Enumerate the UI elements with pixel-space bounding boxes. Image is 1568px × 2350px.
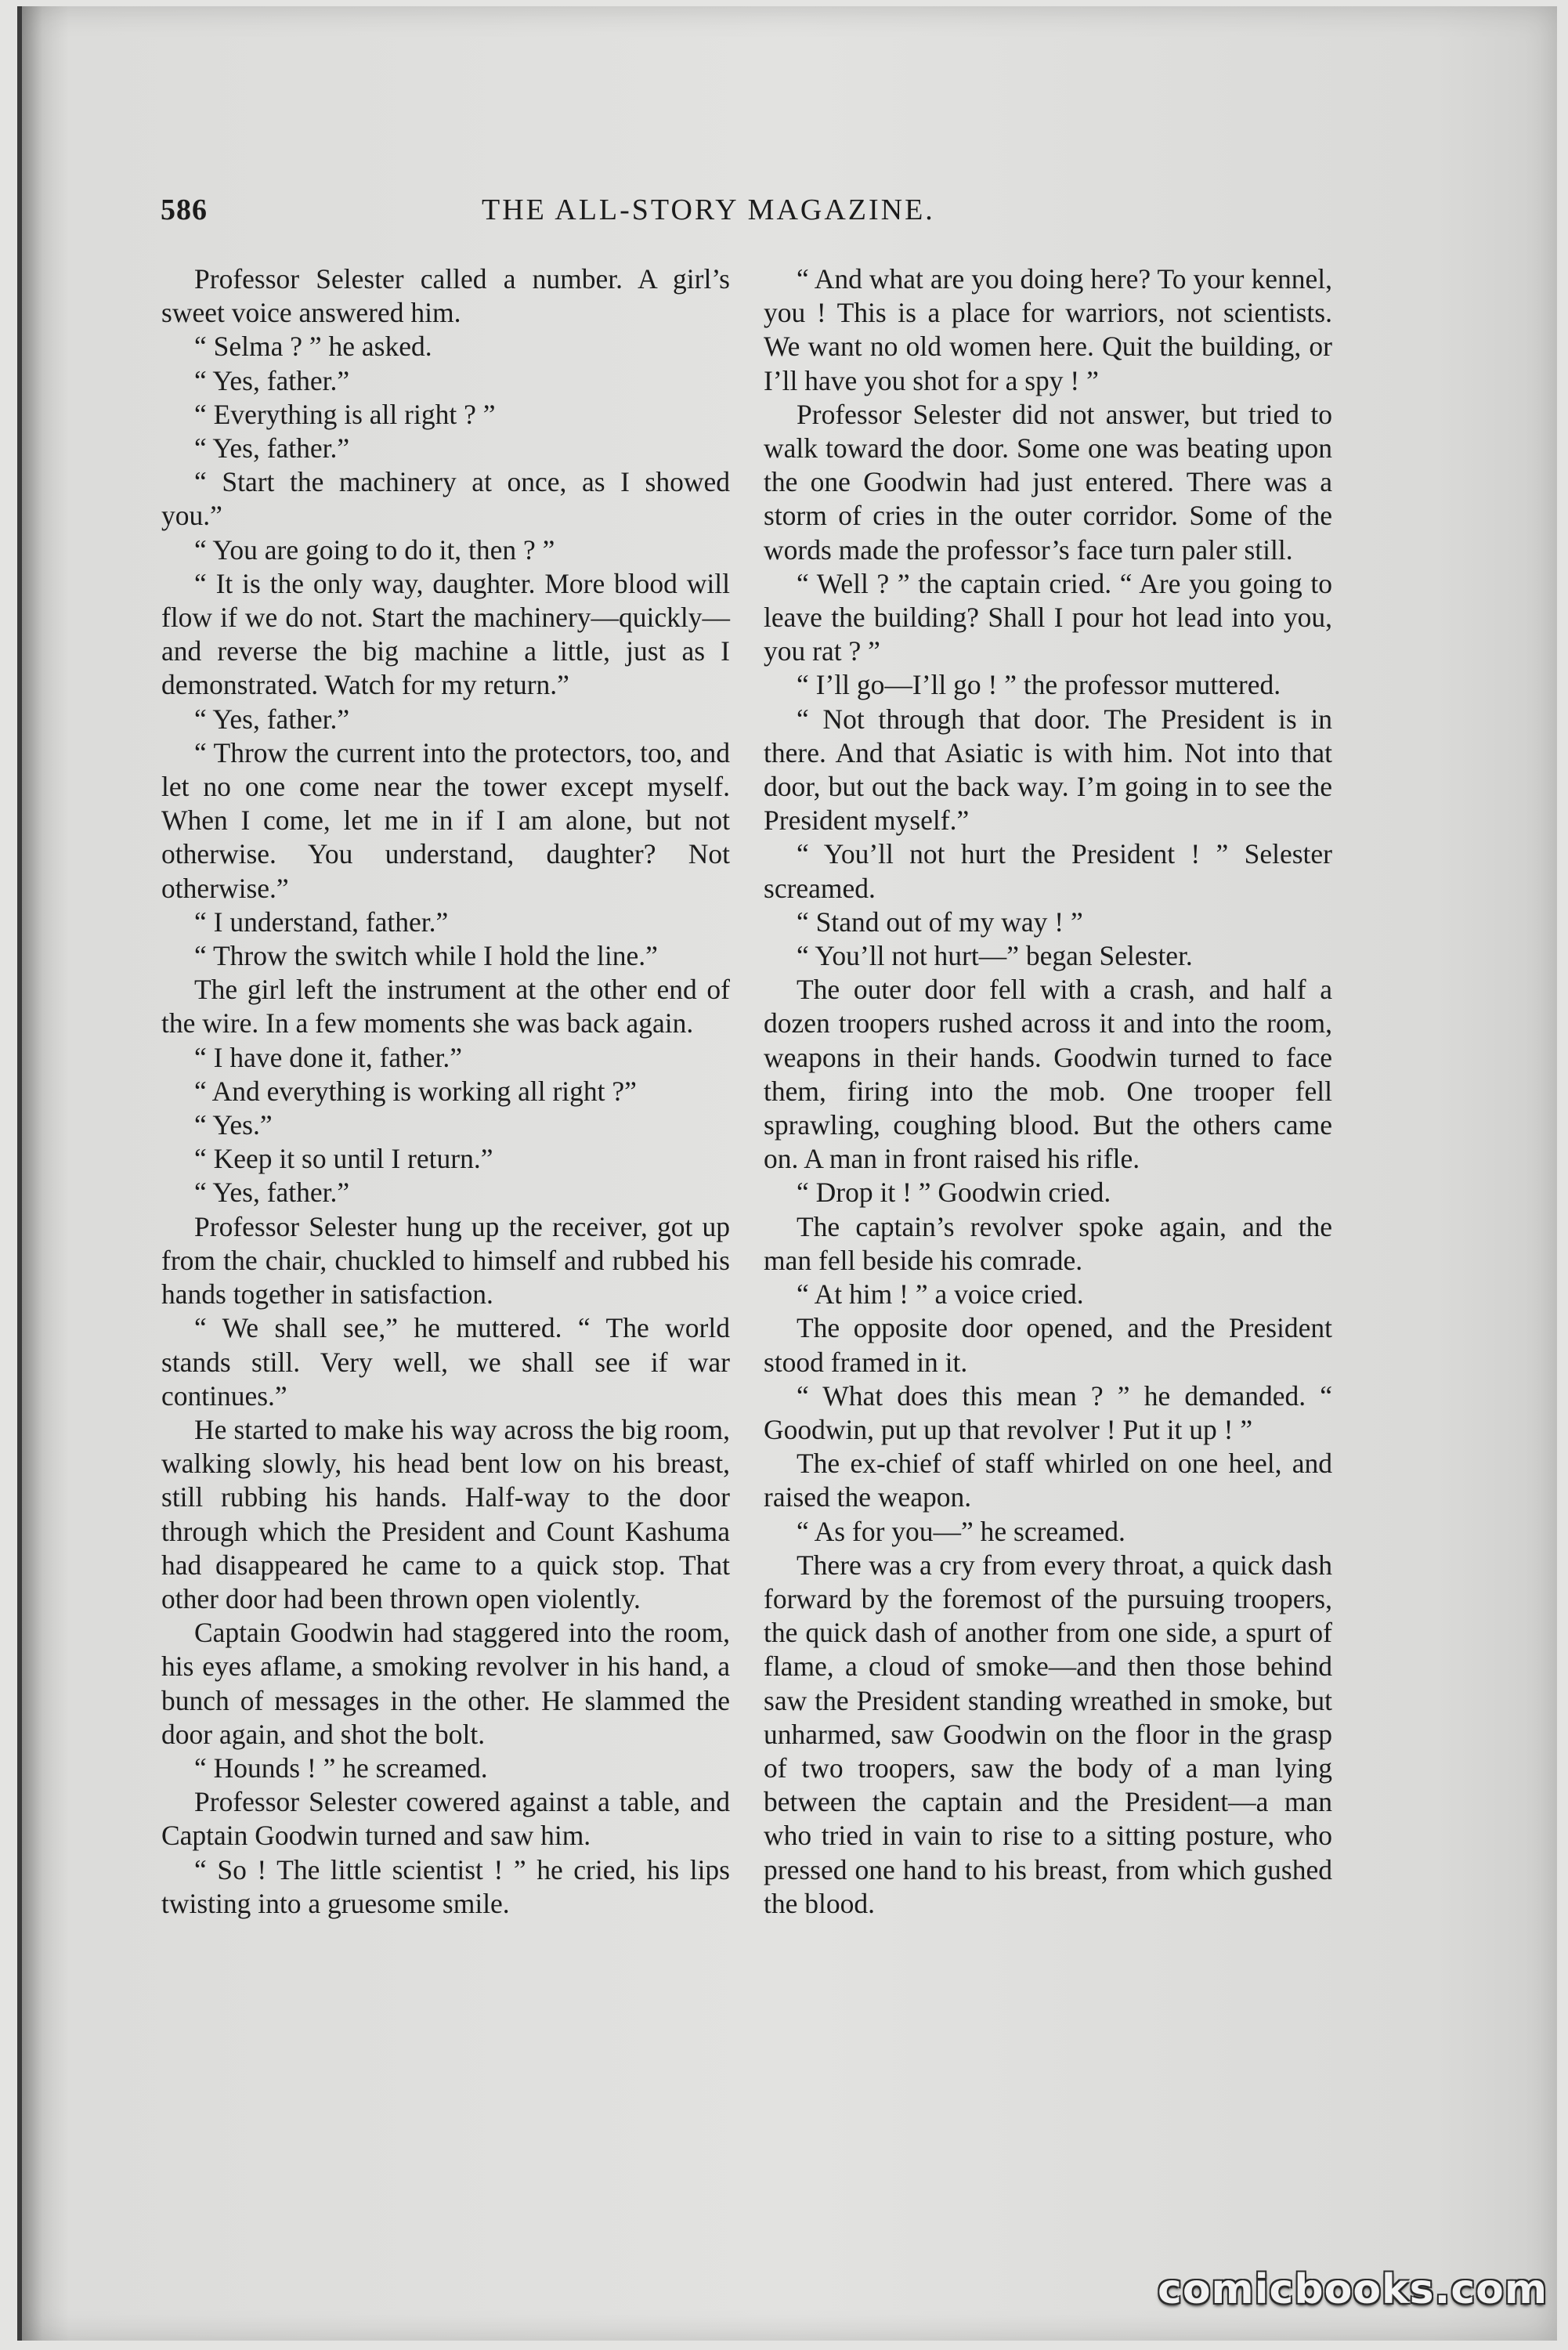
- paragraph: “ Yes, father.”: [194, 432, 350, 465]
- paragraph: “ Yes, father.”: [194, 703, 350, 735]
- paragraph: He started to make his way across the big room, walking slowly, his head bent low on his breast, still rubbing his hands. Half-way to the door through which the President and Count Kashuma had disappeared he came to a quick stop. That other door had been thrown open violently.: [161, 1413, 730, 1614]
- paragraph: “ Start the machinery at once, as I showed you.”: [161, 466, 730, 532]
- paragraph: The outer door fell with a crash, and half a dozen troopers rushed across it and into the room, weapons in their hands. Goodwin turned to face them, firing into the mob. One trooper fell sprawling, coughing blood. But the others came on. A man in front raised his rifle.: [764, 974, 1332, 1175]
- paragraph: “ Hounds ! ” he screamed.: [194, 1752, 488, 1784]
- paragraph: “ Yes, father.”: [194, 364, 350, 396]
- paragraph: The captain’s revolver spoke again, and the man fell beside his comrade.: [764, 1210, 1332, 1276]
- paragraph: The opposite door opened, and the President stood framed in it.: [764, 1312, 1332, 1378]
- paragraph: Professor Selester did not answer, but tried to walk toward the door. Some one was beating upon the one Goodwin had just entered. There was a storm of cries in the outer corridor. Some of the words made the professor’s face turn paler still.: [764, 398, 1332, 566]
- paragraph: Professor Selester hung up the receiver, got up from the chair, chuckled to himself and rubbed his hands together in satisfaction.: [161, 1210, 730, 1311]
- paragraph: “ I’ll go—I’ll go ! ” the professor muttered.: [797, 669, 1281, 701]
- paragraph: “ Well ? ” the captain cried. “ Are you going to leave the building? Shall I pour hot lead into you, you rat ? ”: [764, 567, 1332, 667]
- paragraph: “ Yes, father.”: [194, 1177, 350, 1209]
- paragraph: “ Everything is all right ? ”: [194, 398, 496, 430]
- paragraph: “ Yes.”: [194, 1109, 273, 1141]
- right-column: [764, 262, 1332, 1921]
- paragraph: “ Stand out of my way ! ”: [797, 906, 1083, 938]
- paragraph: “ What does this mean ? ” he demanded. “ Goodwin, put up that revolver ! Put it up ! ”: [764, 1379, 1332, 1445]
- paragraph: “ I understand, father.”: [194, 906, 449, 938]
- running-title: THE ALL-STORY MAGAZINE.: [482, 193, 935, 226]
- paragraph: “ It is the only way, daughter. More blood will flow if we do not. Start the machinery—quickly—and reverse the big machine a little, just as I demonstrated. Watch for my return.”: [161, 567, 730, 701]
- page-number: 586: [161, 193, 208, 226]
- paragraph: “ You’ll not hurt—” began Selester.: [797, 940, 1193, 972]
- paragraph: “ Selma ? ” he asked.: [194, 331, 432, 363]
- paragraph: Captain Goodwin had staggered into the room, his eyes aflame, a smoking revolver in his hand, a bunch of messages in the other. He slammed the door again, and shot the bolt.: [161, 1617, 730, 1750]
- paragraph: “ You’ll not hurt the President ! ” Selester screamed.: [764, 838, 1332, 904]
- watermark-logo: comicbooks.com: [1158, 2266, 1548, 2313]
- paragraph: “ And everything is working all right ?”: [194, 1075, 637, 1107]
- paragraph: “ Not through that door. The President is in there. And that Asiatic is with him. Not into that door, but out the back way. I’m going in to see the President myself.”: [764, 703, 1332, 837]
- paragraph: “ I have done it, father.”: [194, 1041, 463, 1073]
- paragraph: “ And what are you doing here? To your kennel, you ! This is a place for warriors, not scientists. We want no old women here. Quit the building, or I’ll have you shot for a spy ! ”: [764, 263, 1332, 396]
- paragraph: “ So ! The little scientist ! ” he cried, his lips twisting into a gruesome smile.: [161, 1853, 730, 1919]
- paragraph: The ex-chief of staff whirled on one heel, and raised the weapon.: [764, 1448, 1332, 1513]
- paragraph: “ Keep it so until I return.”: [194, 1143, 493, 1175]
- paragraph: “ As for you—” he screamed.: [797, 1515, 1125, 1547]
- page-header: [161, 193, 1335, 240]
- paragraph: “ At him ! ” a voice cried.: [797, 1278, 1084, 1311]
- paragraph: Professor Selester cowered against a table, and Captain Goodwin turned and saw him.: [161, 1786, 730, 1852]
- paragraph: “ Drop it ! ” Goodwin cried.: [797, 1177, 1111, 1209]
- paragraph: “ Throw the current into the protectors, too, and let no one come near the tower except myself. When I come, let me in if I am alone, but not otherwise. You understand, daughter? Not otherwise.”: [161, 736, 730, 904]
- paragraph: “ You are going to do it, then ? ”: [194, 533, 555, 566]
- left-column: [161, 262, 730, 1921]
- paragraph: There was a cry from every throat, a quick dash forward by the foremost of the pursuing troopers, the quick dash of another from one side, a spurt of flame, a cloud of smoke—and then those behind saw the President standing wreathed in smoke, but unharmed, saw Goodwin on the floor in the grasp of two troopers, saw the body of a man lying between the captain and the President—a man who tried in vain to rise to a sitting posture, who pressed one hand to his breast, from which gushed the blood.: [764, 1549, 1332, 1919]
- paragraph: “ Throw the switch while I hold the line.”: [194, 940, 658, 972]
- paragraph: Professor Selester called a number. A girl’s sweet voice answered him.: [161, 263, 730, 329]
- paragraph: “ We shall see,” he muttered. “ The world stands still. Very well, we shall see if war continues.”: [161, 1312, 730, 1412]
- paragraph: The girl left the instrument at the other end of the wire. In a few moments she was back again.: [161, 974, 730, 1039]
